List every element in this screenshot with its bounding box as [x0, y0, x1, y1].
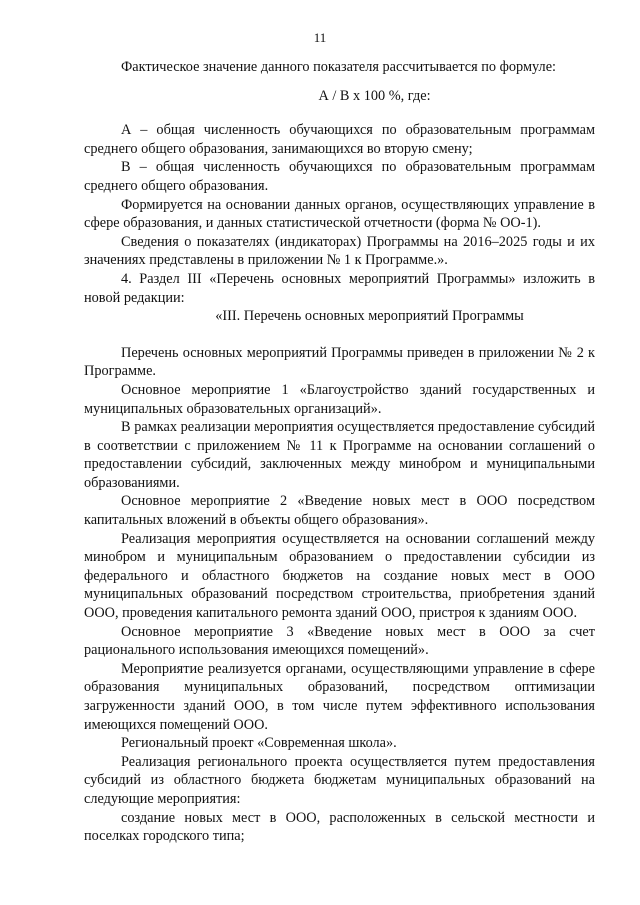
formula: А / В х 100 %, где:: [318, 87, 431, 104]
section-change-paragraph: 4. Раздел III «Перечень основных мероприятий Программы» изложить в новой редакции:: [84, 270, 595, 306]
data-source-paragraph: Формируется на основании данных органов, осуществляющих управление в сфере образования, и данных статистической отчетности (форма № ОО-1).: [84, 196, 595, 232]
activity-2-title: Основное мероприятие 2 «Введение новых мест в ООО посредством капитальных вложений в объекты общего образования».: [84, 493, 595, 529]
definition-b-paragraph: В – общая численность обучающихся по образовательным программам среднего общего образования.: [84, 159, 595, 194]
activities-list-paragraph: Перечень основных мероприятий Программы приведен в приложении № 2 к Программе.: [84, 344, 595, 380]
definition-a-paragraph: А – общая численность обучающихся по образовательным программам среднего общего образования, занимающихся во вторую смену;: [84, 122, 595, 157]
indicators-paragraph: Сведения о показателях (индикаторах) Программы на 2016–2025 годы и их значениях представлены в приложении № 1 к Программе.».: [84, 233, 595, 269]
activity-1-title: Основное мероприятие 1 «Благоустройство зданий государственных и муниципальных образовательных организаций».: [84, 381, 595, 417]
document-body: [84, 58, 595, 846]
activity-3-title: Основное мероприятие 3 «Введение новых мест в ООО за счет рационального использования имеющихся помещений».: [84, 623, 595, 659]
activity-2-description: Реализация мероприятия осуществляется на основании соглашений между минобром и муниципальным образованием о предоставлении субсидии из федерального и областного бюджетов на создание новых мест в ООО муниципальных образований посредством строительства, приобретения зданий ООО, проведения капитального ремонта зданий ООО, пристроя к зданиям ООО.: [84, 530, 595, 622]
activity-3-description: Мероприятие реализуется органами, осуществляющими управление в сфере образования муниципальных образований, посредством оптимизации загруженности зданий ООО, в том числе путем эффективного использования имеющихся помещений ООО.: [84, 660, 595, 733]
regional-project-title: Региональный проект «Современная школа».: [121, 735, 397, 752]
page-number: 11: [313, 30, 327, 45]
formula-intro-paragraph: Фактическое значение данного показателя рассчитывается по формуле:: [121, 59, 557, 75]
section-heading: «III. Перечень основных мероприятий Программы: [215, 308, 524, 325]
regional-project-item-1: создание новых мест в ООО, расположенных в сельской местности и поселках городского типа;: [84, 809, 595, 845]
regional-project-description: Реализация регионального проекта осуществляется путем предоставления субсидий из областного бюджета бюджетам муниципальных образований на следующие мероприятия:: [84, 753, 595, 807]
activity-1-description: В рамках реализации мероприятия осуществляется предоставление субсидий в соответствии с приложением № 11 к Программе на основании соглашений о предоставлении субсидий, заключенных между минобром и муниципальными образованиями.: [84, 419, 595, 491]
